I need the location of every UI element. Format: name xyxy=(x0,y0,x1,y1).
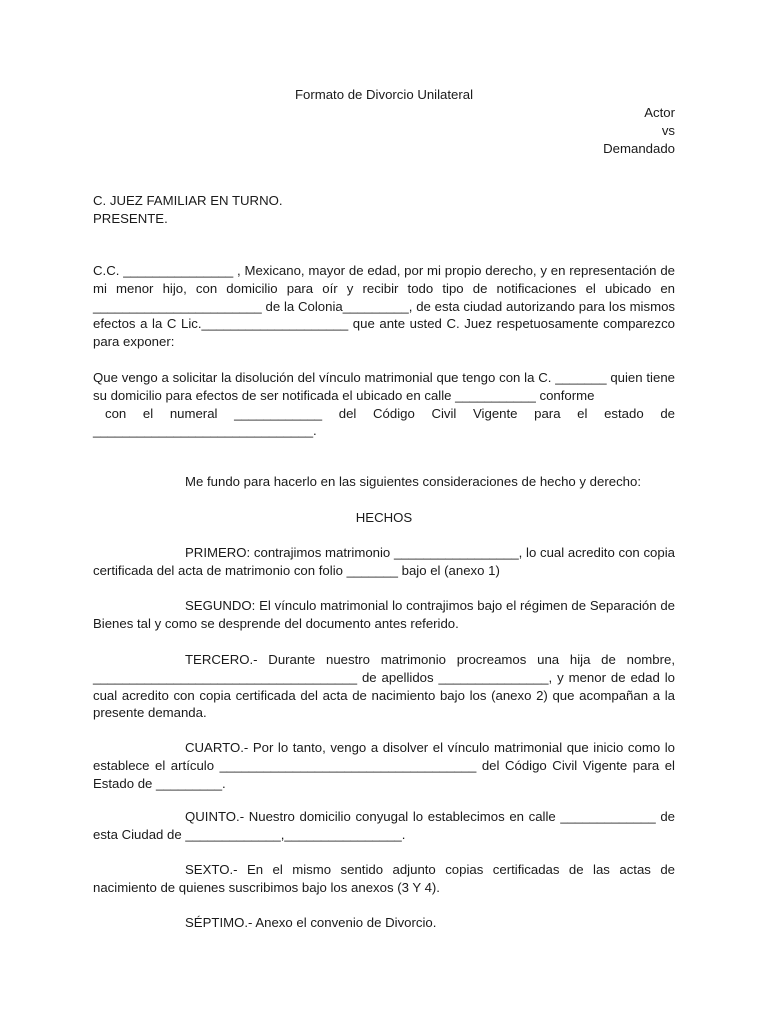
facts-heading: HECHOS xyxy=(355,510,413,525)
intro-paragraph: C.C. _______________ , Mexicano, mayor de edad, por mi propio derecho, y en representación de mi menor hijo, con domicilio para oír y recibir todo tipo de notificaciones el ubicado en _______________________ de la Colonia_________, de esta ciudad autorizando para los mismos efectos a la C Lic.____________________ que ante usted C. Juez respetuosamente comparezco para exponer: xyxy=(93,263,675,350)
fact-segundo: SEGUNDO: El vínculo matrimonial lo contrajimos bajo el régimen de Separación de Bienes tal y como se desprende del documento antes referido. xyxy=(93,598,675,631)
request-paragraph xyxy=(93,369,675,440)
fact-septimo: SÉPTIMO.- Anexo el convenio de Divorcio. xyxy=(185,915,437,930)
document-title: Formato de Divorcio Unilateral xyxy=(294,87,474,102)
defendant-label: Demandado xyxy=(603,140,675,156)
request-line-1: Que vengo a solicitar la disolución del vínculo matrimonial que tengo con la C. _______ quien tiene su domicilio para efectos de ser notificada el ubicado en calle ___________ conforme xyxy=(93,370,675,403)
addressee-present: PRESENTE. xyxy=(93,210,168,226)
fact-tercero: TERCERO.- Durante nuestro matrimonio procreamos una hija de nombre, ____________________________________ de apellidos _______________, y menor de edad lo cual acredito con copia certificada del acta de nacimiento bajo los (anexo 2) que acompañan a la presente demanda. xyxy=(93,652,675,721)
versus-label: vs xyxy=(661,122,675,138)
fact-sexto: SEXTO.- En el mismo sentido adjunto copias certificadas de las actas de nacimiento de quienes suscribimos bajo los anexos (3 Y 4). xyxy=(93,862,675,895)
request-line-2: con el numeral ____________ del Código Civil Vigente para el estado de ______________________________. xyxy=(93,405,675,439)
fact-primero: PRIMERO: contrajimos matrimonio _________________, lo cual acredito con copia certificada del acta de matrimonio con folio _______ bajo el (anexo 1) xyxy=(93,545,675,578)
fact-cuarto: CUARTO.- Por lo tanto, vengo a disolver el vínculo matrimonial que inicio como lo establece el artículo ___________________________________ del Código Civil Vigente para el Estado de _________. xyxy=(93,740,675,791)
addressee-block xyxy=(93,192,675,228)
fact-quinto: QUINTO.- Nuestro domicilio conyugal lo establecimos en calle _____________ de esta Ciudad de _____________,________________. xyxy=(93,809,675,842)
parties-block xyxy=(603,104,675,157)
addressee-judge: C. JUEZ FAMILIAR EN TURNO. xyxy=(93,193,283,208)
basis-paragraph: Me fundo para hacerlo en las siguientes consideraciones de hecho y derecho: xyxy=(185,474,641,489)
actor-label: Actor xyxy=(644,105,675,120)
